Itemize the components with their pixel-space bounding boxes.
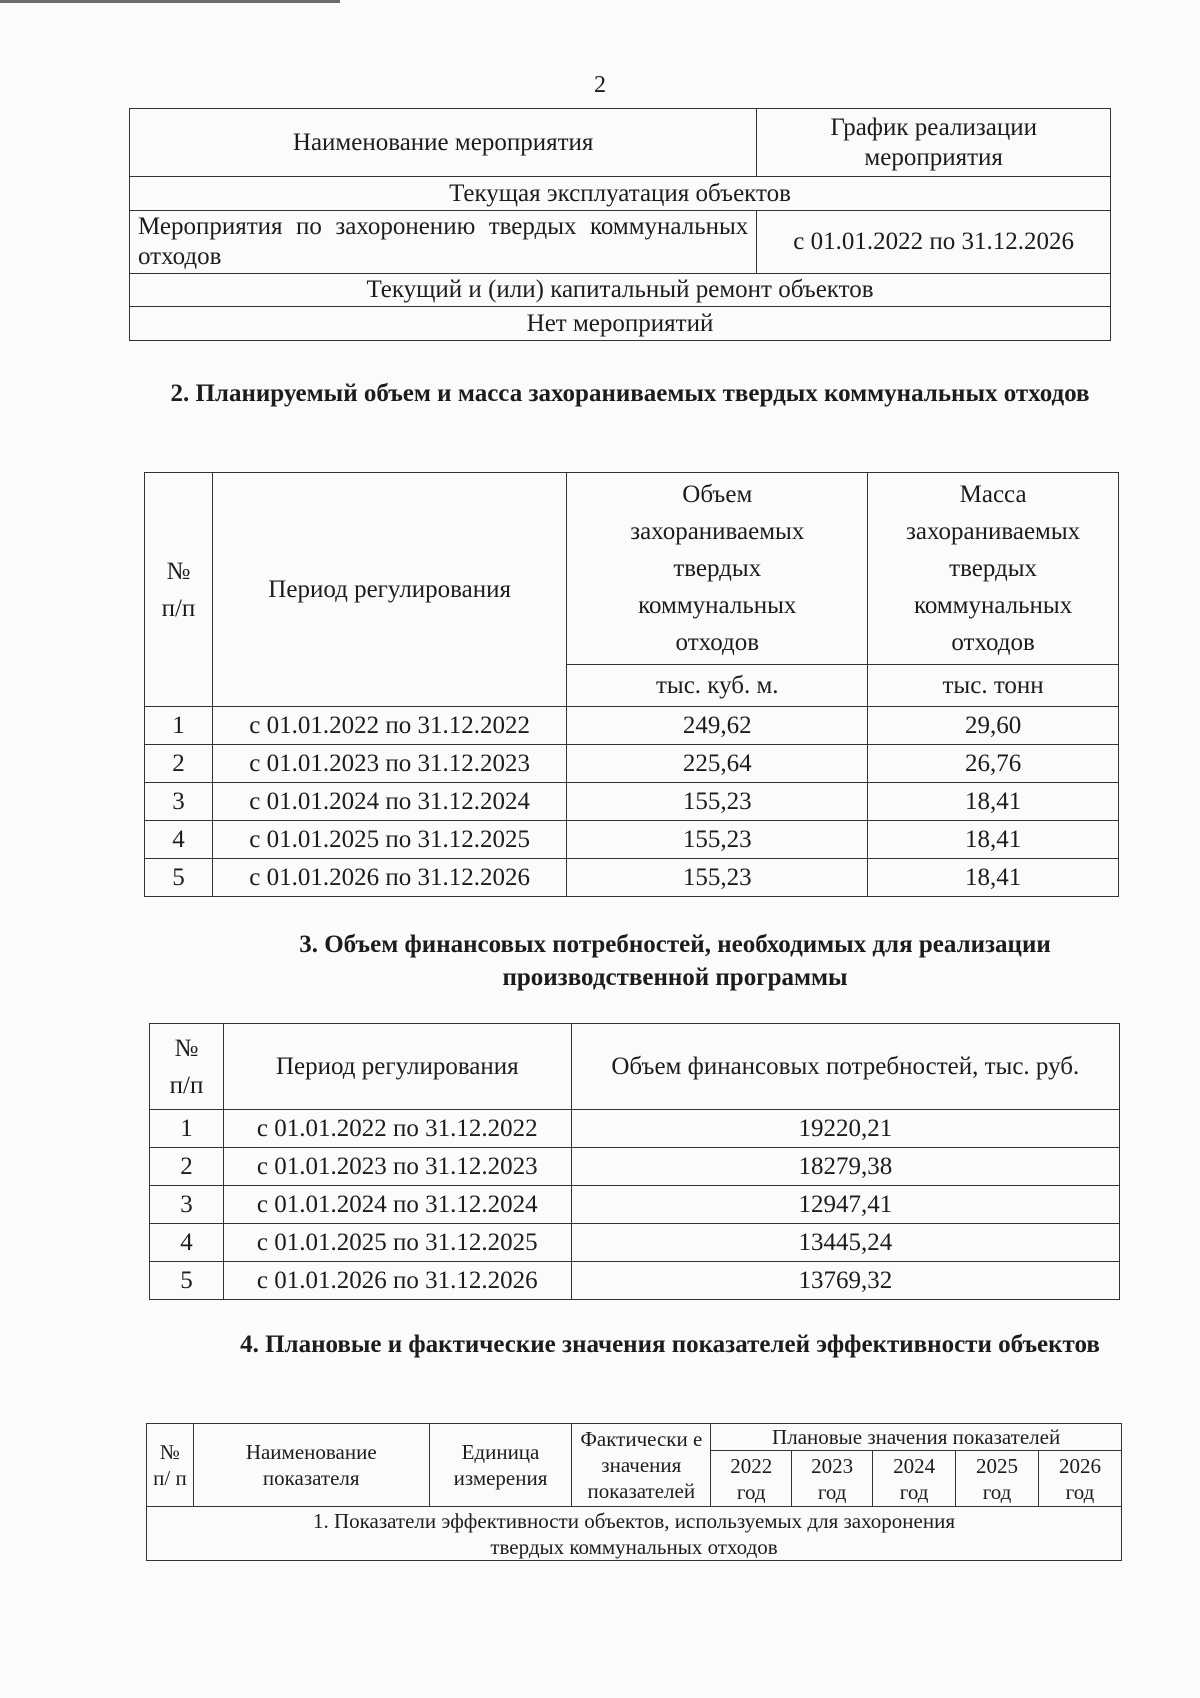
unit-volume: тыс. куб. м.: [567, 665, 868, 707]
event-name-cell: Мероприятия по захоронению твердых коммунальных отходов: [130, 211, 757, 274]
col-unit-header: Единица измерения: [429, 1424, 572, 1507]
row-amount: 19220,21: [571, 1110, 1119, 1148]
row-amount: 13445,24: [571, 1224, 1119, 1262]
col-plan-header: Плановые значения показателей: [711, 1424, 1122, 1451]
indicator-group-row: 1. Показатели эффективности объектов, используемых для захоронения твердых коммунальных отходов: [147, 1507, 1122, 1561]
row-num: 3: [145, 783, 213, 821]
events-col-schedule: График реализации мероприятия: [757, 109, 1111, 177]
row-volume: 155,23: [567, 859, 868, 897]
row-amount: 13769,32: [571, 1262, 1119, 1300]
row-mass: 26,76: [868, 745, 1119, 783]
row-period: с 01.01.2025 по 31.12.2025: [223, 1224, 571, 1262]
row-amount: 12947,41: [571, 1186, 1119, 1224]
col-volume-header: Объем захораниваемых твердых коммунальных отходов: [567, 473, 868, 665]
year-2023: 2023 год: [792, 1451, 873, 1507]
section-row-operation: Текущая эксплуатация объектов: [130, 177, 1111, 211]
row-amount: 18279,38: [571, 1148, 1119, 1186]
section2-heading: 2. Планируемый объем и масса захораниваемых твердых коммунальных отходов: [170, 380, 1090, 407]
table-row: [150, 1148, 1120, 1186]
table-row: [150, 1186, 1120, 1224]
year-2024: 2024 год: [873, 1451, 956, 1507]
waste-volume-table: [144, 472, 1119, 897]
row-num: 3: [150, 1186, 224, 1224]
table-row: [145, 707, 1119, 745]
row-period: с 01.01.2022 по 31.12.2022: [223, 1110, 571, 1148]
table-row: [145, 745, 1119, 783]
table-row: [145, 821, 1119, 859]
row-mass: 18,41: [868, 859, 1119, 897]
col-actual-header: Фактически е значения показателей: [572, 1424, 711, 1507]
col-num-header: № п/п: [145, 473, 213, 707]
table-row: [145, 783, 1119, 821]
unit-mass: тыс. тонн: [868, 665, 1119, 707]
row-period: с 01.01.2024 по 31.12.2024: [212, 783, 566, 821]
row-period: с 01.01.2022 по 31.12.2022: [212, 707, 566, 745]
table-row: [150, 1262, 1120, 1300]
row-num: 1: [145, 707, 213, 745]
row-num: 4: [150, 1224, 224, 1262]
row-period: с 01.01.2025 по 31.12.2025: [212, 821, 566, 859]
event-schedule-cell: с 01.01.2022 по 31.12.2026: [757, 211, 1111, 274]
row-volume: 155,23: [567, 783, 868, 821]
col-period-header: Период регулирования: [212, 473, 566, 707]
row-volume: 249,62: [567, 707, 868, 745]
row-period: с 01.01.2023 по 31.12.2023: [223, 1148, 571, 1186]
row-period: с 01.01.2026 по 31.12.2026: [212, 859, 566, 897]
row-mass: 18,41: [868, 821, 1119, 859]
section3-heading: 3. Объем финансовых потребностей, необходимых для реализации производственной программы: [299, 931, 1051, 991]
col-amount-header: Объем финансовых потребностей, тыс. руб.: [571, 1024, 1119, 1110]
row-mass: 18,41: [868, 783, 1119, 821]
section-row-repair: Текущий и (или) капитальный ремонт объектов: [130, 274, 1111, 307]
section4-heading: 4. Плановые и фактические значения показателей эффективности объектов: [240, 1331, 1100, 1358]
finance-table: [149, 1023, 1120, 1300]
row-num: 2: [145, 745, 213, 783]
events-table: [129, 108, 1111, 341]
col-mass-header: Масса захораниваемых твердых коммунальных отходов: [868, 473, 1119, 665]
scan-edge-artifact: [0, 0, 340, 3]
col-period-header: Период регулирования: [223, 1024, 571, 1110]
year-2022: 2022 год: [711, 1451, 792, 1507]
row-num: 4: [145, 821, 213, 859]
row-num: 1: [150, 1110, 224, 1148]
page-number: 2: [594, 72, 606, 98]
year-2025: 2025 год: [956, 1451, 1039, 1507]
table-row: [145, 859, 1119, 897]
col-name-header: Наименование показателя: [193, 1424, 429, 1507]
row-period: с 01.01.2023 по 31.12.2023: [212, 745, 566, 783]
table-row: [150, 1224, 1120, 1262]
row-num: 5: [150, 1262, 224, 1300]
col-num-header: № п/п: [150, 1024, 224, 1110]
row-period: с 01.01.2024 по 31.12.2024: [223, 1186, 571, 1224]
no-events-row: Нет мероприятий: [130, 307, 1111, 341]
row-volume: 155,23: [567, 821, 868, 859]
row-num: 5: [145, 859, 213, 897]
indicators-table: [146, 1423, 1122, 1561]
row-period: с 01.01.2026 по 31.12.2026: [223, 1262, 571, 1300]
events-col-name: Наименование мероприятия: [130, 109, 757, 177]
row-mass: 29,60: [868, 707, 1119, 745]
row-volume: 225,64: [567, 745, 868, 783]
table-row: [150, 1110, 1120, 1148]
col-num-header: № п/ п: [147, 1424, 194, 1507]
year-2026: 2026 год: [1039, 1451, 1122, 1507]
row-num: 2: [150, 1148, 224, 1186]
